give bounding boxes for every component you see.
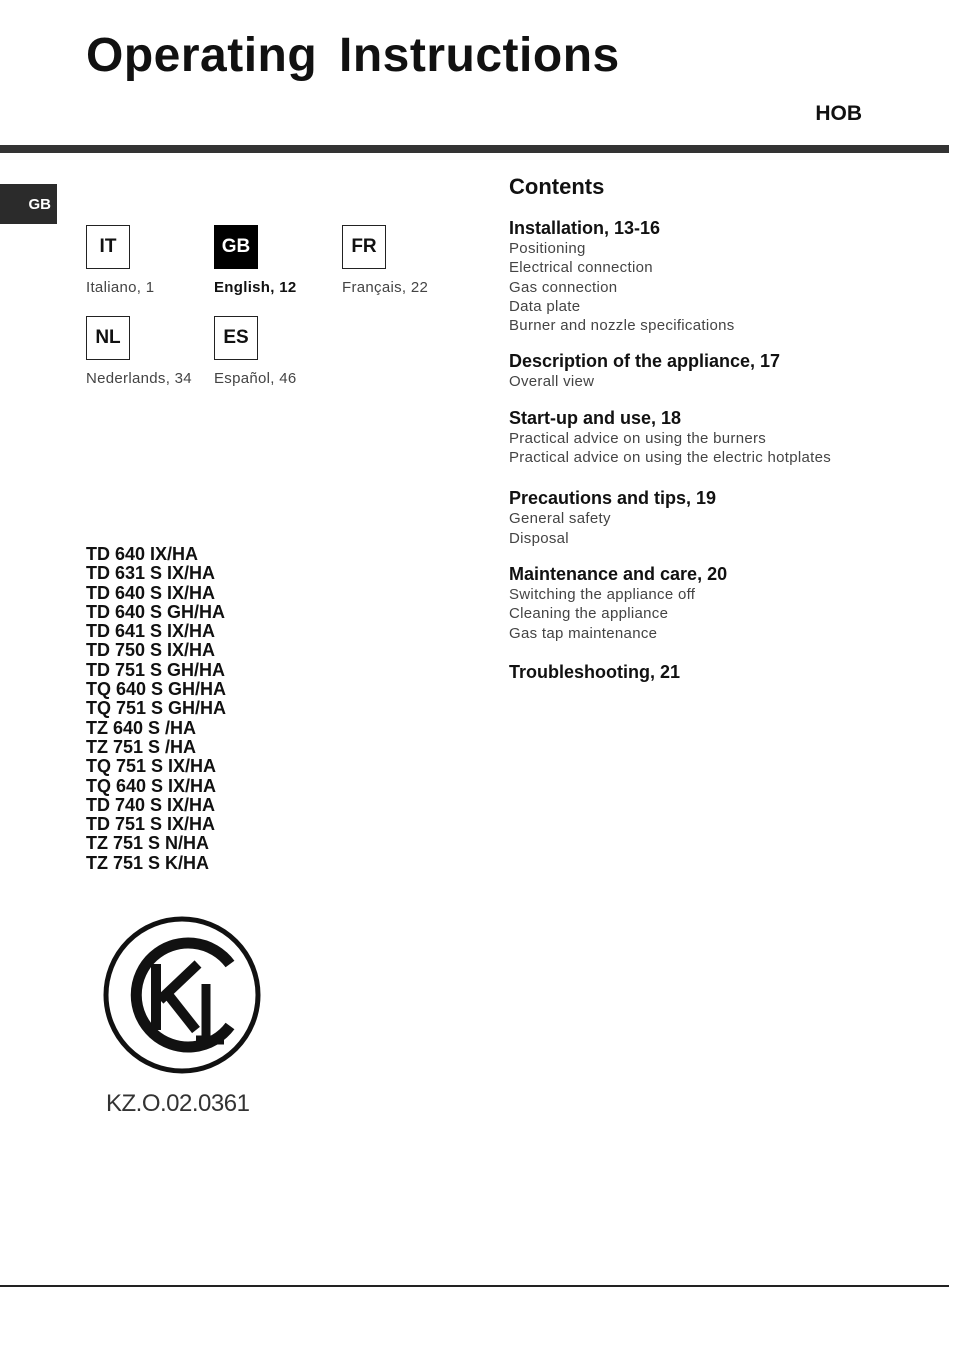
model-name: TD 641 S IX/HA — [86, 621, 216, 642]
contents-section — [509, 350, 929, 391]
language-fr[interactable] — [342, 225, 472, 296]
section-item: General safety — [509, 510, 611, 528]
language-es[interactable] — [214, 316, 344, 387]
model-name: TQ 751 S IX/HA — [86, 756, 217, 777]
section-item: Data plate — [509, 297, 581, 315]
contents-section — [509, 661, 929, 683]
section-item: Gas connection — [509, 278, 618, 296]
header-divider — [0, 145, 949, 153]
section-item: Practical advice on using the electric hotplates — [509, 449, 832, 467]
language-code-box: GB — [214, 225, 258, 269]
language-label: Italiano, 1 — [86, 279, 155, 296]
language-gb[interactable] — [214, 225, 344, 296]
model-name: TD 640 S IX/HA — [86, 582, 216, 603]
language-code-box: ES — [214, 316, 258, 360]
contents-section — [509, 487, 929, 548]
section-item: Burner and nozzle specifications — [509, 317, 735, 335]
section-heading[interactable]: Troubleshooting, 21 — [509, 661, 681, 682]
language-label: English, 12 — [214, 279, 297, 296]
model-list — [86, 545, 226, 873]
footer-divider — [0, 1285, 949, 1287]
model-name: TQ 640 S IX/HA — [86, 775, 217, 796]
section-item: Switching the appliance off — [509, 585, 696, 603]
model-name: TD 640 S GH/HA — [86, 601, 226, 622]
section-item: Electrical connection — [509, 259, 653, 277]
language-code-box: NL — [86, 316, 130, 360]
model-name: TD 751 S IX/HA — [86, 814, 216, 835]
table-of-contents — [509, 174, 929, 698]
language-nl[interactable] — [86, 316, 216, 387]
language-label: Français, 22 — [342, 279, 429, 296]
contents-section — [509, 217, 929, 335]
contents-title: Contents — [509, 174, 605, 199]
model-name: TQ 751 S GH/HA — [86, 698, 227, 719]
model-name: TD 631 S IX/HA — [86, 563, 216, 584]
model-name: TZ 640 S /HA — [86, 717, 197, 738]
model-name: TD 750 S IX/HA — [86, 640, 216, 661]
section-heading[interactable]: Start-up and use, 18 — [509, 407, 682, 428]
certification-mark — [100, 912, 270, 1122]
model-name: TD 640 IX/HA — [86, 544, 199, 564]
language-label: Nederlands, 34 — [86, 370, 192, 387]
section-item: Disposal — [509, 529, 569, 547]
section-heading[interactable]: Description of the appliance, 17 — [509, 351, 781, 372]
language-code-box: FR — [342, 225, 386, 269]
section-heading[interactable]: Precautions and tips, 19 — [509, 488, 717, 509]
contents-section — [509, 407, 929, 468]
section-item: Cleaning the appliance — [509, 605, 669, 623]
section-item: Positioning — [509, 240, 586, 257]
model-name: TZ 751 S /HA — [86, 736, 197, 757]
section-heading[interactable]: Installation, 13-16 — [509, 218, 661, 238]
kz-certification-logo-icon — [100, 912, 270, 1087]
section-heading[interactable]: Maintenance and care, 20 — [509, 563, 728, 584]
language-it[interactable] — [86, 225, 216, 296]
model-name: TQ 640 S GH/HA — [86, 679, 227, 700]
language-code-box: IT — [86, 225, 130, 269]
section-item: Overall view — [509, 373, 595, 391]
certification-code: KZ.O.02.0361 — [106, 1090, 250, 1117]
model-name: TD 751 S GH/HA — [86, 659, 226, 680]
product-type: HOB — [815, 102, 862, 125]
model-name: TZ 751 S N/HA — [86, 833, 210, 854]
contents-section — [509, 563, 929, 643]
section-item: Gas tap maintenance — [509, 624, 658, 642]
model-name: TD 740 S IX/HA — [86, 794, 216, 815]
model-name: TZ 751 S K/HA — [86, 852, 210, 873]
section-item: Practical advice on using the burners — [509, 429, 767, 447]
language-side-tab: GB — [0, 184, 57, 224]
language-label: Español, 46 — [214, 370, 297, 387]
page-title: Operating Instructions — [86, 29, 620, 82]
